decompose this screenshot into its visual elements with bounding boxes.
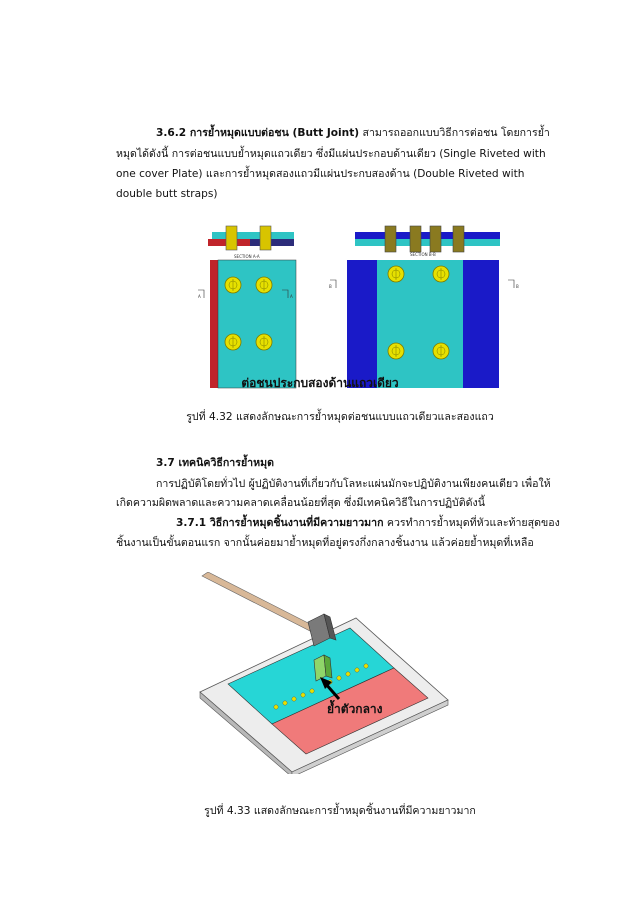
- top-strap: [212, 232, 294, 239]
- section-label-right: SECTION B-B: [410, 252, 436, 257]
- blue-strap-left: [347, 260, 377, 388]
- section-marker-b-right: B: [516, 284, 519, 289]
- plan-view-double-strap: [329, 260, 519, 388]
- figure-4-33-caption: รูปที่ 4.33 แสดงลักษณะการย้ำหมุดชิ้นงานที่มีความยาวมาก: [204, 805, 476, 817]
- section-3-6-2-line-1-text: สามารถออกแบบวิธีการต่อชน โดยการย้ำ: [359, 127, 550, 139]
- section-marker-a-right: A: [290, 294, 293, 299]
- rivet-head: [225, 334, 241, 350]
- figure-4-33-drawing: [196, 572, 452, 774]
- section-3-7-1-line-1-text: ควรทำการย้ำหมุดที่หัวและท้ายสุดของ: [383, 517, 560, 529]
- rivet-section: [410, 226, 421, 252]
- figure-4-32-overlay-caption: ต่อชนประกบสองด้านแถวเดียว: [241, 376, 399, 390]
- section-3-7-1-line-1: [176, 516, 560, 530]
- rivet-head: [225, 277, 241, 293]
- red-strip: [210, 260, 218, 388]
- rivet-head: [433, 266, 449, 282]
- rivet-section: [226, 226, 237, 250]
- section-marker-a-left: A: [198, 294, 201, 299]
- section-marker-b-left: B: [329, 284, 332, 289]
- rivet-set-tool: [314, 655, 332, 681]
- rivet-section: [430, 226, 441, 252]
- section-3-7-para-line-1: การปฏิบัติโดยทั่วไป ผู้ปฏิบัติงานที่เกี่ยวกับโลหะแผ่นมักจะปฏิบัติงานเพียงคนเดียว เพื่อให้: [156, 478, 551, 490]
- top-strap: [355, 232, 500, 239]
- section-label-left: SECTION A-A: [234, 254, 260, 259]
- section-view-a-a: [208, 226, 294, 259]
- section-3-7-1-line-2: ชิ้นงานเป็นขั้นตอนแรก จากนั้นค่อยมาย้ำหมุดที่อยู่ตรงกึ่งกลางชิ้นงาน แล้วค่อยย้ำหมุดที่เหลือ: [116, 537, 534, 549]
- section-3-7-heading: 3.7 เทคนิควิธีการย้ำหมุด: [156, 457, 274, 469]
- rivet-section: [260, 226, 271, 250]
- section-3-7-para-line-2: เกิดความผิดพลาดและความคลาดเคลื่อนน้อยที่สุด ซึ่งมีเทคนิควิธีในการปฏิบัติดังนี้: [116, 497, 485, 509]
- section-3-6-2-line-4: double butt straps): [116, 188, 218, 200]
- figure-4-32-drawing: [190, 212, 530, 390]
- figure-4-32-caption: รูปที่ 4.32 แสดงลักษณะการย้ำหมุดต่อชนแบบแถวเดียวและสองแถว: [186, 411, 494, 423]
- section-3-6-2-line-1: [156, 126, 550, 140]
- section-view-b-b: [355, 226, 500, 257]
- rivet-head: [256, 334, 272, 350]
- figure-4-33-label: ย้ำตัวกลาง: [327, 702, 383, 716]
- section-marker-line: [508, 280, 514, 288]
- rivet-head: [256, 277, 272, 293]
- middle-plates: [355, 239, 500, 246]
- right-plate-edge: [250, 239, 294, 246]
- rivet-head: [388, 343, 404, 359]
- section-3-6-2-heading: 3.6.2 การย้ำหมุดแบบต่อชน (Butt Joint): [156, 127, 360, 139]
- hammer: [202, 572, 336, 646]
- rivet-section: [385, 226, 396, 252]
- section-3-6-2-line-3: one cover Plate) และการย้ำหมุดสองแถวมีแผ่นประกบสองด้าน (Double Riveted with: [116, 168, 525, 180]
- rivet-section: [453, 226, 464, 252]
- blue-strap-right: [463, 260, 499, 388]
- section-3-6-2-line-2: หมุดได้ดังนี้ การต่อชนแบบย้ำหมุดแถวเดียว ซึ่งมีแผ่นประกอบด้านเดียว (Single Riveted with: [116, 148, 546, 160]
- section-3-7-1-heading: 3.7.1 วิธีการย้ำหมุดชิ้นงานที่มีความยาวมาก: [176, 517, 384, 529]
- rivet-head: [388, 266, 404, 282]
- rivet-head: [433, 343, 449, 359]
- plan-view-single-row: [198, 260, 296, 388]
